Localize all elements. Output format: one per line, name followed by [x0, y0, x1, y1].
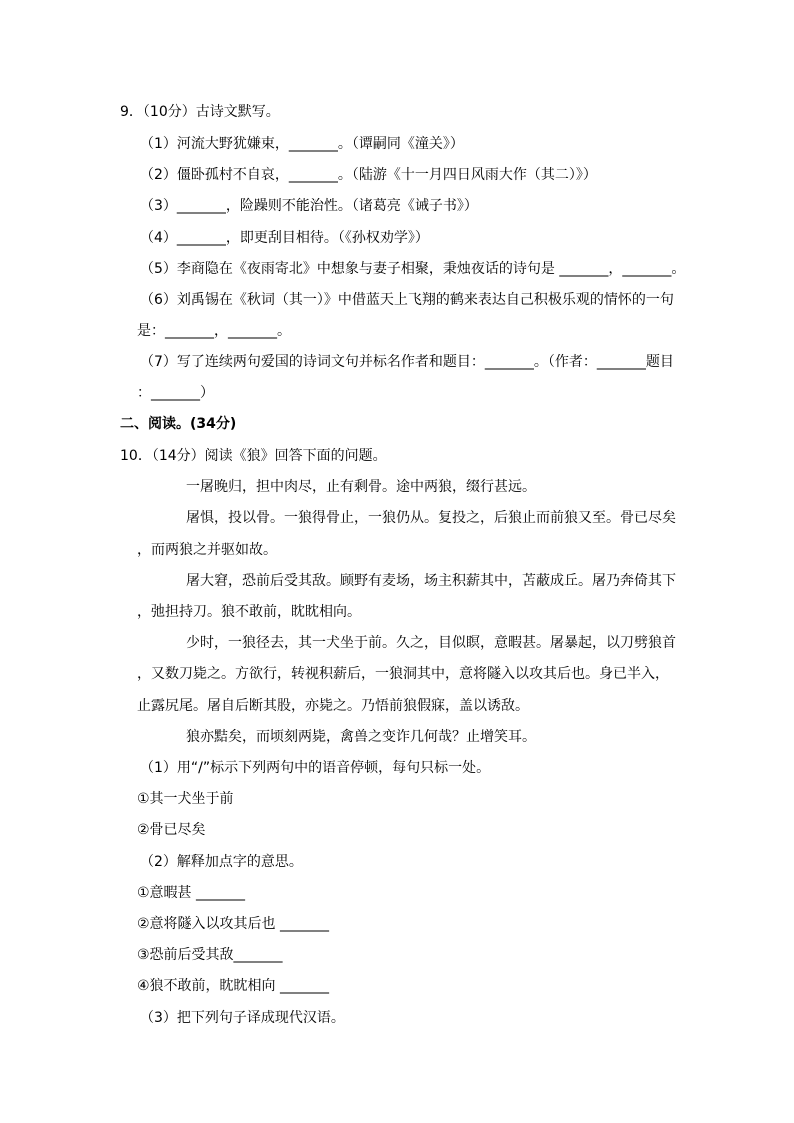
q9-item-7: （7）写了连续两句爱国的诗词文句并标名作者和题目：_______。（作者：_______题目 [140, 354, 674, 370]
passage-line: 少时，一狼径去，其一犬坐于前。久之，目似瞑，意暇甚。屠暴起，以刀劈狼首 [186, 635, 676, 651]
q9-item-4: （4）_______，即更刮目相待。（《孙权劝学》） [140, 230, 429, 246]
passage-line: 一屠晚归，担中肉尽，止有剩骨。途中两狼，缀行甚远。 [186, 479, 536, 495]
passage-line: 屠惧，投以骨。一狼得骨止，一狼仍从。复投之，后狼止而前狼又至。骨已尽矣 [186, 510, 676, 526]
q10-sub2-item: ③恐前后受其敌_______ [137, 947, 283, 963]
q10-sub2-item: ④狼不敢前，眈眈相向 _______ [137, 978, 330, 994]
q9-item-5: （5）李商隐在《夜雨寄北》中想象与妻子相聚，秉烛夜话的诗句是 _______，_______。 [140, 261, 686, 277]
q9-item-6: （6）刘禹锡在《秋词（其一）》中借蓝天上飞翔的鹤来表达自己积极乐观的情怀的一句 [140, 292, 674, 308]
q9-item-3: （3）_______，险躁则不能治性。（诸葛亮《诫子书》） [140, 198, 478, 214]
q9-item-1: （1）河流大野犹嫌束，_______。（谭嗣同《潼关》） [140, 136, 464, 152]
q9-item-6-cont: 是：_______，_______。 [137, 323, 291, 339]
passage-line: ，又数刀毙之。方欲行，转视积薪后，一狼洞其中，意将隧入以攻其后也。身已半入， [137, 666, 669, 682]
q10-sub2-item: ①意暇甚 _______ [137, 885, 246, 901]
q10-sub1-prompt: （1）用“/”标示下列两句中的语音停顿，每句只标一处。 [140, 760, 491, 776]
q9-title: 9．（10分）古诗文默写。 [120, 104, 280, 120]
q10-sub1-item: ②骨已尽矣 [137, 822, 206, 838]
q10-sub2-item: ②意将隧入以攻其后也 _______ [137, 916, 330, 932]
passage-line: ，弛担持刀。狼不敢前，眈眈相向。 [137, 604, 361, 620]
passage-line: 屠大窘，恐前后受其敌。顾野有麦场，场主积薪其中，苫蔽成丘。屠乃奔倚其下 [186, 573, 676, 589]
q10-sub1-item: ①其一犬坐于前 [137, 791, 234, 807]
passage-line: ，而两狼之并驱如故。 [137, 542, 277, 558]
passage-line: 狼亦黠矣，而顷刻两毙，禽兽之变诈几何哉？止增笑耳。 [186, 729, 536, 745]
q10-title: 10．（14分）阅读《狼》回答下面的问题。 [120, 448, 387, 464]
q10-sub3-prompt: （3）把下列句子译成现代汉语。 [140, 1010, 345, 1026]
q9-item-7-cont: ：_______） [137, 385, 214, 401]
q10-sub2-prompt: （2）解释加点字的意思。 [140, 854, 303, 870]
q9-item-2: （2）僵卧孤村不自哀，_______。（陆游《十一月四日风雨大作（其二）》） [140, 167, 597, 183]
section-heading-reading: 二、阅读。(34分) [120, 416, 237, 432]
passage-line: 止露尻尾。屠自后断其股，亦毙之。乃悟前狼假寐，盖以诱敌。 [137, 698, 529, 714]
